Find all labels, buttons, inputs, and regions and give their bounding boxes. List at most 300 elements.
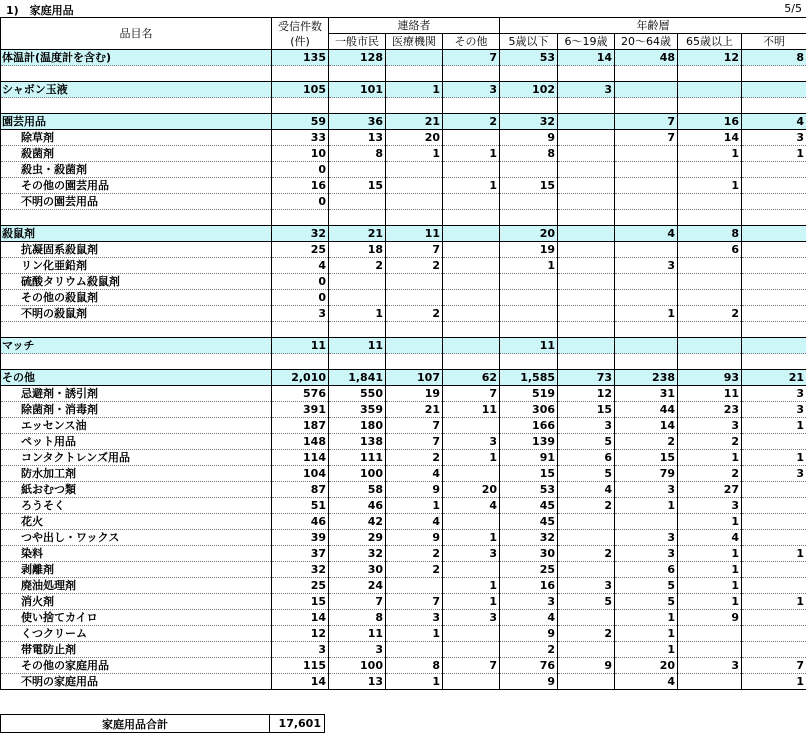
row-value [742, 338, 806, 354]
row-value [742, 642, 806, 658]
table-row [1, 386, 806, 402]
row-value: 1 [386, 498, 443, 514]
row-value: 24 [329, 578, 386, 594]
row-value: 19 [386, 386, 443, 402]
row-value [615, 338, 678, 354]
row-value [615, 290, 678, 306]
row-value [443, 642, 500, 658]
row-value [386, 66, 443, 82]
row-value [558, 354, 615, 370]
row-value: 58 [329, 482, 386, 498]
row-value: 3 [742, 466, 806, 482]
row-value: 1 [615, 306, 678, 322]
row-value [742, 434, 806, 450]
row-value: 51 [272, 498, 329, 514]
row-value [558, 162, 615, 178]
row-value: 576 [272, 386, 329, 402]
row-value: 15 [615, 450, 678, 466]
header-count-line2: (件) [290, 34, 310, 48]
row-value: 3 [615, 546, 678, 562]
row-value: 1 [443, 178, 500, 194]
table-row [1, 626, 806, 642]
row-value [558, 306, 615, 322]
row-value [615, 162, 678, 178]
row-name: 忌避剤・誘引剤 [1, 386, 272, 402]
row-value: 7 [443, 658, 500, 674]
row-value [678, 210, 742, 226]
row-value: 1 [678, 594, 742, 610]
row-value: 15 [500, 178, 558, 194]
row-name [1, 210, 272, 226]
row-value: 187 [272, 418, 329, 434]
row-value [443, 418, 500, 434]
table-row [1, 674, 806, 690]
row-value: 359 [329, 402, 386, 418]
row-value: 29 [329, 530, 386, 546]
row-value [329, 162, 386, 178]
row-value [558, 226, 615, 242]
row-value: 2 [329, 258, 386, 274]
row-name: ろうそく [1, 498, 272, 514]
row-value [329, 194, 386, 210]
row-value [678, 674, 742, 690]
row-value: 3 [272, 642, 329, 658]
row-value: 32 [272, 226, 329, 242]
row-value [329, 322, 386, 338]
row-value [386, 354, 443, 370]
row-value: 8 [386, 658, 443, 674]
row-value [678, 162, 742, 178]
row-value: 4 [386, 466, 443, 482]
row-value: 3 [443, 610, 500, 626]
row-value [386, 290, 443, 306]
row-value [272, 322, 329, 338]
row-value: 3 [443, 434, 500, 450]
row-value [443, 626, 500, 642]
row-value: 9 [678, 610, 742, 626]
header-age-20-64: 20～64歳 [615, 34, 678, 50]
row-value [500, 354, 558, 370]
row-value: 7 [742, 658, 806, 674]
row-value: 15 [272, 594, 329, 610]
row-value: 1 [742, 450, 806, 466]
row-value: 3 [443, 546, 500, 562]
row-value [678, 290, 742, 306]
row-name: 花火 [1, 514, 272, 530]
row-value: 30 [500, 546, 558, 562]
row-value [678, 626, 742, 642]
table-row [1, 306, 806, 322]
row-value: 1 [386, 674, 443, 690]
row-value: 3 [558, 578, 615, 594]
row-value [558, 610, 615, 626]
row-value: 18 [329, 242, 386, 258]
row-value: 11 [500, 338, 558, 354]
row-value [558, 562, 615, 578]
category-row [1, 226, 806, 242]
row-name: シャボン玉液 [1, 82, 272, 98]
row-value: 0 [272, 274, 329, 290]
row-value: 1 [678, 562, 742, 578]
row-value [558, 210, 615, 226]
row-value [615, 146, 678, 162]
row-value [558, 290, 615, 306]
blank-row [1, 210, 806, 226]
row-value: 9 [500, 130, 558, 146]
row-value [615, 66, 678, 82]
row-name: 体温計(温度計を含む) [1, 50, 272, 66]
row-value [558, 114, 615, 130]
row-value: 7 [329, 594, 386, 610]
row-value [558, 530, 615, 546]
row-name: 消火剤 [1, 594, 272, 610]
table-row [1, 162, 806, 178]
row-value: 19 [500, 242, 558, 258]
row-value: 8 [329, 146, 386, 162]
row-value [742, 482, 806, 498]
row-value: 8 [500, 146, 558, 162]
header-age-under5: 5歳以下 [500, 34, 558, 50]
table-row [1, 258, 806, 274]
row-value [742, 226, 806, 242]
category-row [1, 82, 806, 98]
row-value: 12 [558, 386, 615, 402]
row-value [742, 322, 806, 338]
row-value: 8 [742, 50, 806, 66]
row-value: 1 [443, 578, 500, 594]
row-value: 4 [443, 498, 500, 514]
row-value: 7 [443, 386, 500, 402]
row-value: 1,841 [329, 370, 386, 386]
row-value: 14 [615, 418, 678, 434]
row-value: 1 [443, 530, 500, 546]
row-value: 62 [443, 370, 500, 386]
row-value: 15 [500, 466, 558, 482]
row-value [558, 242, 615, 258]
row-value: 20 [386, 130, 443, 146]
header-age-6-19: 6～19歳 [558, 34, 615, 50]
header-contact-other: その他 [443, 34, 500, 50]
header-age-65plus: 65歳以上 [678, 34, 742, 50]
row-value: 11 [386, 226, 443, 242]
row-value: 238 [615, 370, 678, 386]
row-value: 1 [678, 146, 742, 162]
row-value [742, 290, 806, 306]
table-row [1, 658, 806, 674]
row-value: 14 [678, 130, 742, 146]
row-value: 21 [386, 114, 443, 130]
row-value: 32 [500, 530, 558, 546]
row-value [386, 322, 443, 338]
row-value: 12 [272, 626, 329, 642]
row-value: 3 [558, 418, 615, 434]
row-value [500, 290, 558, 306]
statistics-table [0, 17, 806, 690]
row-value [443, 322, 500, 338]
row-value: 7 [443, 50, 500, 66]
row-value: 114 [272, 450, 329, 466]
row-value [500, 322, 558, 338]
row-value: 16 [500, 578, 558, 594]
table-row [1, 274, 806, 290]
row-value: 2 [678, 466, 742, 482]
row-value: 5 [558, 466, 615, 482]
row-value [500, 162, 558, 178]
row-value: 11 [272, 338, 329, 354]
row-value: 4 [615, 674, 678, 690]
row-value: 1 [742, 418, 806, 434]
row-value: 1 [443, 450, 500, 466]
row-value [742, 98, 806, 114]
row-value: 100 [329, 466, 386, 482]
row-name: 染料 [1, 546, 272, 562]
category-row [1, 50, 806, 66]
row-value [742, 162, 806, 178]
row-value: 1 [742, 546, 806, 562]
table-row [1, 242, 806, 258]
row-value [615, 242, 678, 258]
table-row [1, 402, 806, 418]
row-value: 2 [500, 642, 558, 658]
row-value [742, 194, 806, 210]
row-value: 15 [558, 402, 615, 418]
row-value [443, 674, 500, 690]
row-value [329, 210, 386, 226]
row-value: 2 [386, 450, 443, 466]
section-title: 1) 家庭用品 [6, 4, 74, 17]
blank-row [1, 354, 806, 370]
row-value [386, 578, 443, 594]
row-value [742, 210, 806, 226]
row-value: 180 [329, 418, 386, 434]
table-row [1, 418, 806, 434]
row-value: 1 [678, 546, 742, 562]
header-contact-medical: 医療機関 [386, 34, 443, 50]
row-name: 紙おむつ類 [1, 482, 272, 498]
row-value: 7 [386, 242, 443, 258]
row-value [742, 610, 806, 626]
row-value: 2 [678, 434, 742, 450]
row-value: 5 [558, 594, 615, 610]
row-value: 32 [329, 546, 386, 562]
row-value [742, 498, 806, 514]
row-name: 殺虫・殺菌剤 [1, 162, 272, 178]
table-row [1, 530, 806, 546]
row-value: 44 [615, 402, 678, 418]
row-value [615, 82, 678, 98]
row-value: 4 [272, 258, 329, 274]
row-value [443, 210, 500, 226]
row-value [329, 354, 386, 370]
row-value: 1 [615, 642, 678, 658]
row-value: 3 [272, 306, 329, 322]
row-value: 9 [386, 482, 443, 498]
row-value [615, 354, 678, 370]
row-value: 7 [615, 114, 678, 130]
row-value [742, 258, 806, 274]
row-value: 9 [386, 530, 443, 546]
row-value: 73 [558, 370, 615, 386]
row-name: 殺鼠剤 [1, 226, 272, 242]
table-row [1, 546, 806, 562]
row-value: 3 [742, 386, 806, 402]
table-row [1, 434, 806, 450]
row-value [742, 354, 806, 370]
row-name: 抗凝固系殺鼠剤 [1, 242, 272, 258]
row-value [742, 626, 806, 642]
row-value: 3 [443, 82, 500, 98]
row-value [500, 98, 558, 114]
row-value [443, 226, 500, 242]
row-value [272, 66, 329, 82]
row-value [386, 194, 443, 210]
row-value: 39 [272, 530, 329, 546]
row-value: 16 [678, 114, 742, 130]
row-value: 2 [386, 306, 443, 322]
row-value: 104 [272, 466, 329, 482]
row-value: 115 [272, 658, 329, 674]
row-value: 4 [386, 514, 443, 530]
row-value: 12 [678, 50, 742, 66]
row-value: 1 [742, 146, 806, 162]
table-row [1, 146, 806, 162]
row-value: 25 [272, 578, 329, 594]
row-value: 5 [558, 434, 615, 450]
row-value [678, 338, 742, 354]
row-name: 廃油処理剤 [1, 578, 272, 594]
blank-row [1, 98, 806, 114]
row-value [443, 66, 500, 82]
row-name: 帯電防止剤 [1, 642, 272, 658]
row-value: 21 [742, 370, 806, 386]
row-value: 25 [272, 242, 329, 258]
row-value: 93 [678, 370, 742, 386]
row-value: 9 [500, 674, 558, 690]
row-value [558, 274, 615, 290]
table-row [1, 594, 806, 610]
row-name: くつクリーム [1, 626, 272, 642]
row-value: 2,010 [272, 370, 329, 386]
row-value: 53 [500, 482, 558, 498]
row-value [742, 178, 806, 194]
row-value: 33 [272, 130, 329, 146]
row-name: その他 [1, 370, 272, 386]
row-name: 不明の殺鼠剤 [1, 306, 272, 322]
row-value [443, 306, 500, 322]
table-row [1, 194, 806, 210]
row-value: 91 [500, 450, 558, 466]
row-value [443, 242, 500, 258]
row-value [742, 82, 806, 98]
row-value [558, 98, 615, 114]
row-name: 硫酸タリウム殺鼠剤 [1, 274, 272, 290]
row-name: 不明の家庭用品 [1, 674, 272, 690]
row-name: つや出し・ワックス [1, 530, 272, 546]
row-value: 32 [500, 114, 558, 130]
row-name: エッセンス油 [1, 418, 272, 434]
row-value: 23 [678, 402, 742, 418]
row-value: 105 [272, 82, 329, 98]
row-value: 76 [500, 658, 558, 674]
table-row [1, 514, 806, 530]
row-value: 6 [558, 450, 615, 466]
row-value: 25 [500, 562, 558, 578]
table-row [1, 466, 806, 482]
row-value: 79 [615, 466, 678, 482]
row-value [742, 242, 806, 258]
row-value: 11 [443, 402, 500, 418]
row-value: 3 [678, 658, 742, 674]
row-value: 102 [500, 82, 558, 98]
row-value: 3 [615, 258, 678, 274]
row-value: 5 [615, 594, 678, 610]
row-value: 111 [329, 450, 386, 466]
row-value: 128 [329, 50, 386, 66]
row-value [443, 130, 500, 146]
row-value [615, 210, 678, 226]
row-name: 殺菌剤 [1, 146, 272, 162]
row-value: 139 [500, 434, 558, 450]
row-value: 11 [329, 626, 386, 642]
row-value [615, 322, 678, 338]
row-name: その他の園芸用品 [1, 178, 272, 194]
row-value: 48 [615, 50, 678, 66]
row-value: 519 [500, 386, 558, 402]
row-value: 7 [386, 434, 443, 450]
row-value [678, 66, 742, 82]
row-value: 306 [500, 402, 558, 418]
header-age-unknown: 不明 [742, 34, 806, 50]
row-value: 3 [329, 642, 386, 658]
row-value: 45 [500, 514, 558, 530]
row-value: 1,585 [500, 370, 558, 386]
row-value: 5 [615, 578, 678, 594]
row-value: 2 [558, 626, 615, 642]
category-row [1, 338, 806, 354]
table-row [1, 578, 806, 594]
row-value: 1 [386, 626, 443, 642]
row-value [386, 98, 443, 114]
table-row [1, 130, 806, 146]
table-row [1, 642, 806, 658]
row-name: 不明の園芸用品 [1, 194, 272, 210]
row-value [678, 322, 742, 338]
row-value: 46 [272, 514, 329, 530]
row-name: その他の家庭用品 [1, 658, 272, 674]
row-value [615, 98, 678, 114]
row-value: 3 [742, 130, 806, 146]
row-value [742, 562, 806, 578]
table-row [1, 450, 806, 466]
row-value: 21 [329, 226, 386, 242]
row-value [443, 514, 500, 530]
row-value [742, 274, 806, 290]
row-value: 1 [386, 82, 443, 98]
row-value [500, 274, 558, 290]
row-value: 4 [678, 530, 742, 546]
row-value [500, 306, 558, 322]
row-value: 3 [386, 610, 443, 626]
row-value [558, 642, 615, 658]
row-value [386, 50, 443, 66]
row-value [443, 194, 500, 210]
row-name: 剥離剤 [1, 562, 272, 578]
row-value: 2 [558, 498, 615, 514]
table-row [1, 562, 806, 578]
row-value [443, 562, 500, 578]
table-row [1, 482, 806, 498]
row-value: 14 [272, 674, 329, 690]
